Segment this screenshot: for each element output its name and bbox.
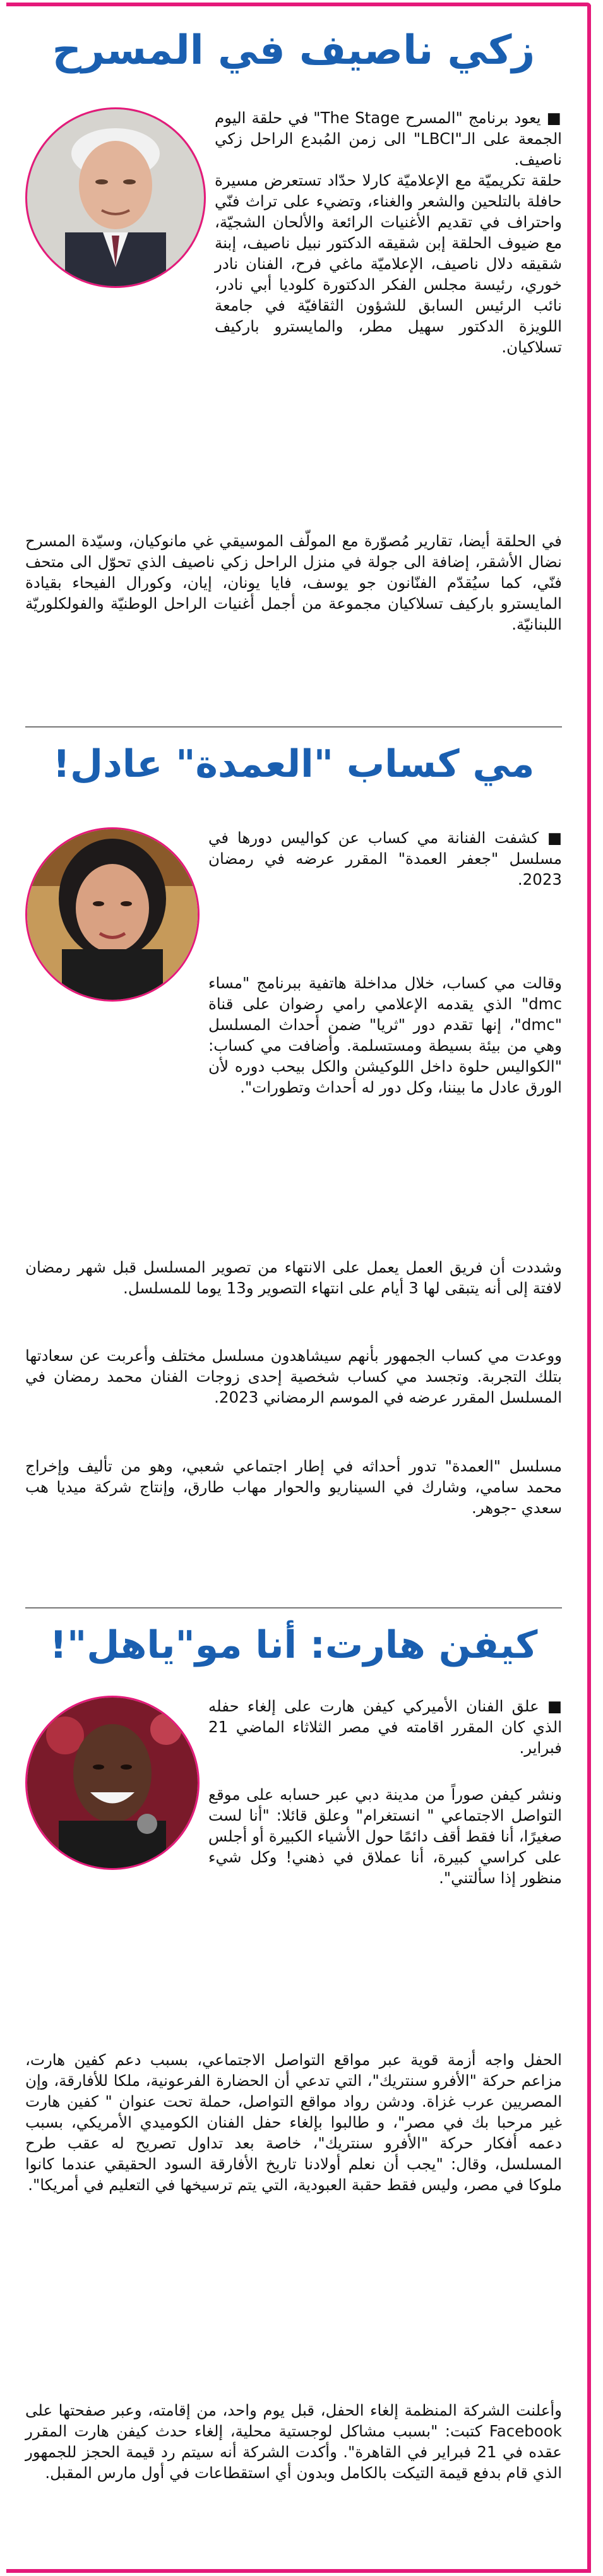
article-kevin-hart bbox=[25, 1614, 562, 2561]
paragraph-1 bbox=[25, 973, 562, 1098]
lead-paragraph: ■ علق الفنان الأميركي كيفن هارت على إلغاء حفله الذي كان المقرر اقامته في مصر الثلاثاء الماضي 21 فبراير. bbox=[208, 1697, 562, 1757]
paragraph-1 bbox=[25, 1784, 562, 1888]
article-mai-kassab bbox=[25, 733, 562, 1598]
lead-paragraph: ■ يعود برنامج "المسرح The Stage" في حلقة اليوم الجمعة على الـ"LBCI" الى زمن المُبدع الراحل زكي ناصيف. bbox=[215, 109, 562, 169]
headline: مي كساب "العمدة" عادل! bbox=[52, 742, 535, 786]
paragraph-1-intro bbox=[215, 170, 562, 357]
paragraph-2: الحفل واجه أزمة قوية عبر مواقع التواصل الاجتماعي، بسبب دعم كفين هارت، مزاعم حركة "الأفرو سنتريك"، التي تدعي أن الحضارة الفرعونية، ملكا للأفارقة، وإن المصريين عرب غزاة. ودشن رواد مواقع التواصل، حملة تحت عنوان " كفين هارت غير مرحبا بك في مصر"، و طالبوا بإلغاء حفل الفنان الكوميدي الأمريكي، بسبب دعمه أفكار حركة "الأفرو سنتريك"، خاصة بعد تداول تصريح له عقب طرح المسلسل، وقال: "يجب أن نعلم أولادنا تاريخ الأفارقة السود الحقيقي عندما كانوا ملوكا في مصر، وليس فقط حقبة العبودية، التي يتم ترسيخها في التعليم في أمريكا". bbox=[25, 2051, 562, 2194]
paragraph-2: في الحلقة أيضا، تقارير مُصوّرة مع المولّف الموسيقي غي مانوكيان، وسيّدة المسرح نضال الأشقر، إضافة الى جولة في منزل الراحل زكي ناصيف الذي تحوّل الى متحف فنّي، كما سيُقدّم الفنّانون جو يوسف، فايا يونان، إيان، وكورال الفيحاء بقيادة المايسترو باركيف تسلاكيان مجموعة من أجمل أغنيات الراحل الوطنيّة والفولكلوريّة اللبنانيّة. bbox=[25, 532, 562, 633]
article-zaki-nassif bbox=[25, 19, 562, 723]
paragraph-3: وأعلنت الشركة المنظمة إلغاء الحفل، قبل يوم واحد، من إقامته، وعبر صفحتها على Facebook كتبت: "بسبب مشاكل لوجستية محلية، إلغاء حدث كيفن هارت المقرر عقده في 21 فبراير في القاهرة". وأكدت الشركة أنه سيتم رد قيمة الحجز للجمهور الذي قام بدفع قيمة التيكت بالكامل وبدون أي استقطاعات في أول مارس المقبل. bbox=[25, 2401, 562, 2482]
paragraph-4: مسلسل "العمدة" تدور أحداثه في إطار اجتماعي شعبي، وهو من تأليف وإخراج محمد سامي، وشارك في السيناريو والحوار مهاب طارق، وإنتاج شركة ميديا هب سعدي -جوهر. bbox=[25, 1457, 562, 1517]
divider bbox=[25, 726, 562, 728]
paragraph-2: وشددت أن فريق العمل يعمل على الانتهاء من تصوير المسلسل قبل شهر رمضان لافتة إلى أنه يتبقى لها 3 أيام على انتهاء التصوير و13 يوما للمسلسل. bbox=[25, 1258, 562, 1297]
headline: كيفن هارت: أنا مو"ياهل"! bbox=[49, 1623, 538, 1667]
lead-paragraph: ■ كشفت الفنانة مي كساب عن كواليس دورها في مسلسل "جعفر العمدة" المقرر عرضه في رمضان 2023. bbox=[208, 829, 562, 889]
paragraph-text: حلقة تكريميّة مع الإعلاميّة كارلا حدّاد تستعرض مسيرة حافلة بالتلحين والشعر والغناء، وتضيء على تراث فنّي واحتراف في تقديم الأغنيات الرائعة والألحان الشجيّة، مع ضيوف الحلقة إبن شقيقه الدكتور نبيل ناصيف، إبنة شقيقه دلال ناصيف، الإعلاميّة ماغي فرح، الفنان نادر خوري، رئيسة مجلس الفكر الدكتورة كلوديا أبي نادر، نائب الرئيس السابق للشؤون الثقافيّة في جامعة اللويزة الدكتور سهيل مطر، والمايسترو باركيف تسلاكيان. bbox=[215, 171, 562, 356]
headline: زكي ناصيف في المسرح bbox=[52, 27, 535, 74]
paragraph-text: وقالت مي كساب، خلال مداخلة هاتفية ببرنامج "مساء dmc" الذي يقدمه الإعلامي رامي رضوان على قناة "dmc"، إنها تقدم دور "ثريا" ضمن أحداث المسلسل وهي من بيئة بسيطة ومستسلمة. وأضافت مي كساب: "الكواليس حلوة داخل اللوكيشن والكل بيحب دوره لأن الورق عادل ما بيننا، وكل دور له أحداث وتطورات". bbox=[208, 974, 562, 1096]
divider bbox=[25, 1607, 562, 1609]
paragraph-3: ووعدت مي كساب الجمهور بأنهم سيشاهدون مسلسل مختلف وأعربت عن سعادتها بتلك التجربة. وتجسد مي كساب شخصية إحدى زوجات الفنان محمد رمضان في المسلسل المقرر عرضه في الموسم الرمضاني 2023. bbox=[25, 1346, 562, 1406]
paragraph-text: ونشر كيفن صوراً من مدينة دبي عبر حسابه على موقع التواصل الاجتماعي " انستغرام" وعلق قائلا: "أنا لست صغيرًا، أنا فقط أقف دائمًا حول الأشياء الكبيرة أو أجلس على كراسي كبيرة، أنا عملاق في ذهني! وكل شيء منظور إذا سألتني". bbox=[208, 1785, 562, 1887]
